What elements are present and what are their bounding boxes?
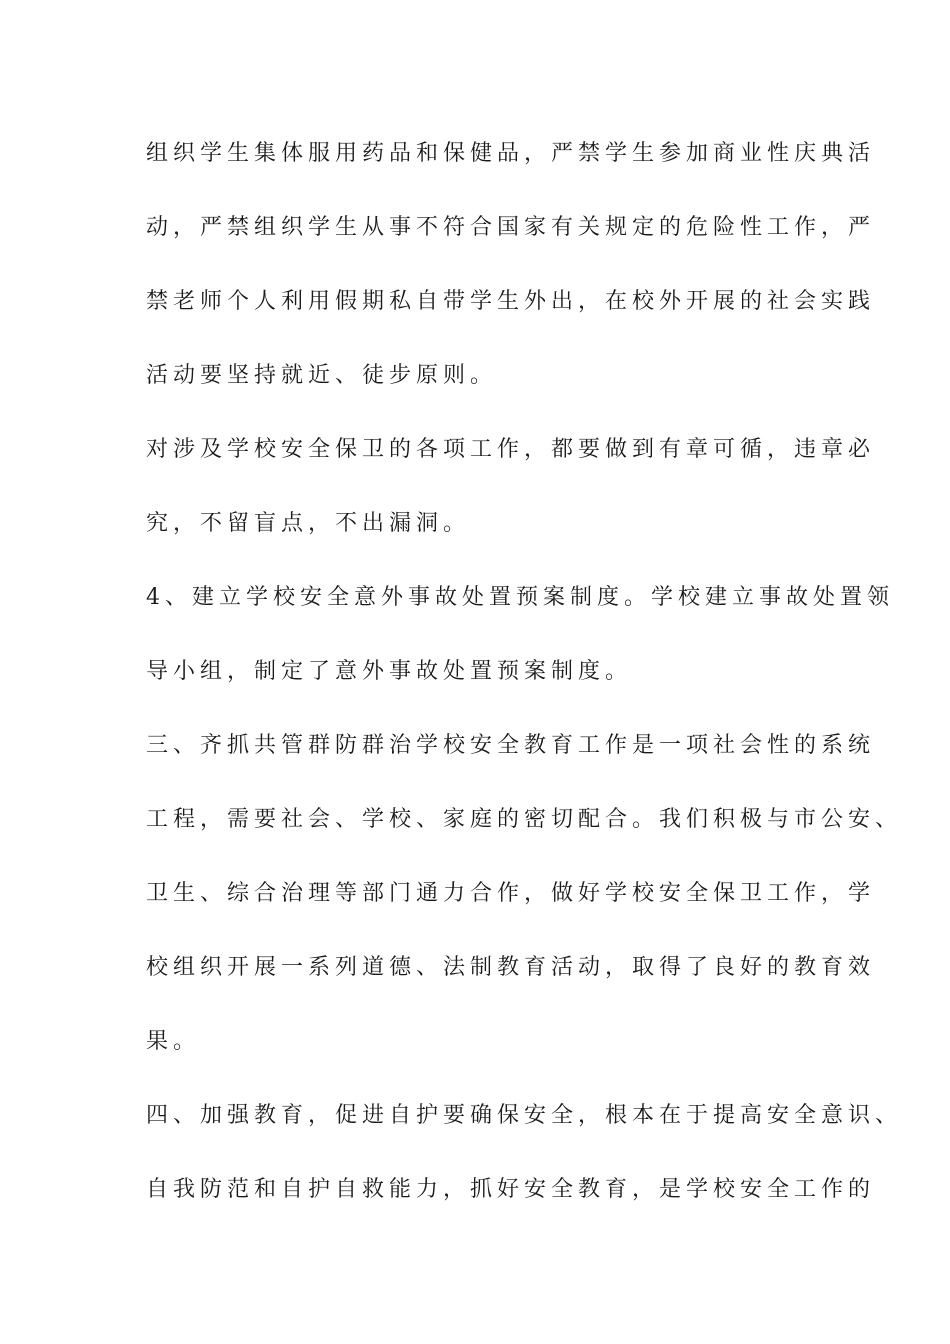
- text-line-1: 组织学生集体服用药品和保健品，严禁学生参加商业性庆典活: [146, 141, 876, 166]
- text-line-15: 自我防范和自护自救能力，抓好安全教育，是学校安全工作的: [146, 1177, 876, 1202]
- text-line-7: 4、建立学校安全意外事故处置预案制度。学校建立事故处置领: [146, 585, 894, 610]
- text-line-4: 活动要坚持就近、徒步原则。: [146, 363, 498, 388]
- text-line-5: 对涉及学校安全保卫的各项工作，都要做到有章可循，违章必: [146, 437, 876, 462]
- text-line-9: 三、齐抓共管群防群治学校安全教育工作是一项社会性的系统: [146, 733, 876, 758]
- text-line-3: 禁老师个人利用假期私自带学生外出，在校外开展的社会实践: [146, 289, 876, 314]
- text-line-6: 究，不留盲点，不出漏洞。: [146, 511, 471, 536]
- text-line-8: 导小组，制定了意外事故处置预案制度。: [146, 659, 633, 684]
- text-line-12: 校组织开展一系列道德、法制教育活动，取得了良好的教育效: [146, 955, 876, 980]
- text-line-2: 动，严禁组织学生从事不符合国家有关规定的危险性工作，严: [146, 215, 876, 240]
- text-line-11: 卫生、综合治理等部门通力合作，做好学校安全保卫工作，学: [146, 881, 876, 906]
- text-line-13: 果。: [146, 1029, 201, 1054]
- text-line-14: 四、加强教育，促进自护要确保安全，根本在于提高安全意识、: [146, 1103, 903, 1128]
- text-line-10: 工程，需要社会、学校、家庭的密切配合。我们积极与市公安、: [146, 807, 903, 832]
